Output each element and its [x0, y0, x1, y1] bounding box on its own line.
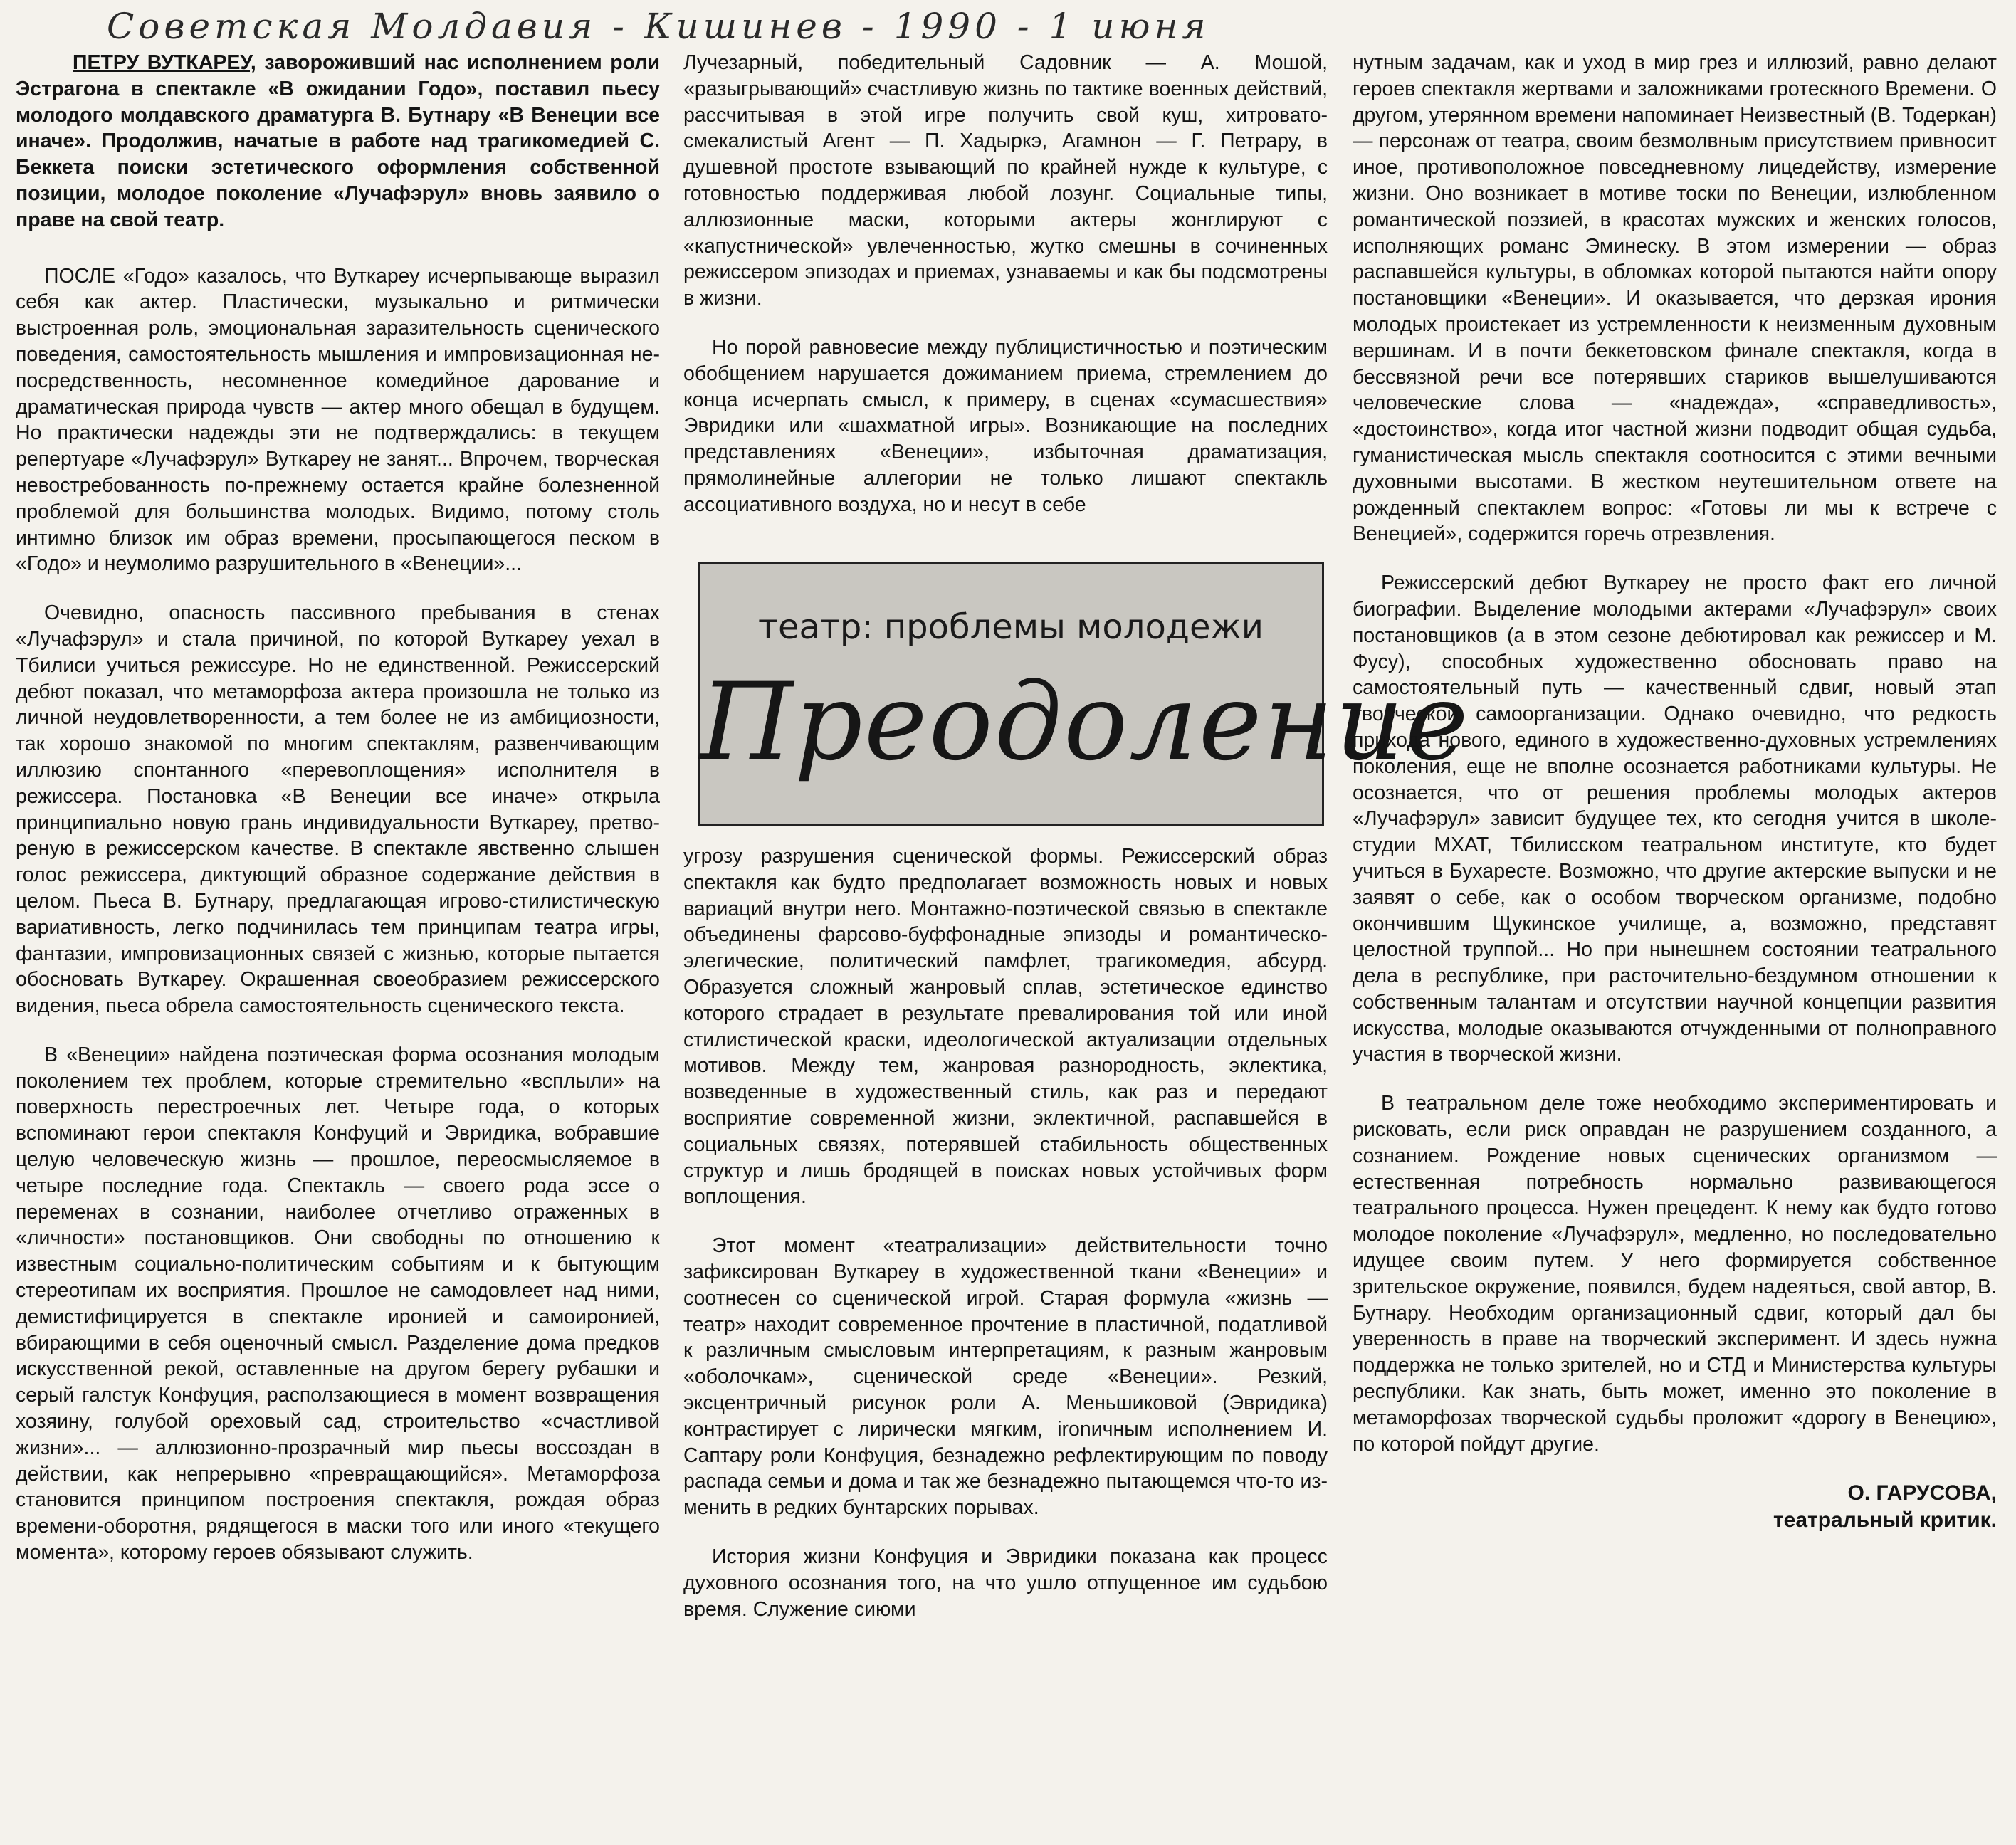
- lead-name: ПЕТРУ ВУТКАРЕУ,: [73, 51, 256, 74]
- article-paragraph: Этот момент «театрализации» действительности точно зафиксирован Вуткареу в художественной ткани «Венеции» и соотнесен со сценической игрой. Старая формула «жизнь — театр» находит современное прочтение в пластичной, податливой к различным смысловым интерпретациям, к разным жанровым «оболочкам», сценической среде «Венеции». Резкий, эксцентричный рисунок роли А. Меньшиковой (Эвридика) контрастирует с лирически мягким, ironичным исполнением И. Сaптару роли Конфуция, безнадежно рефлектирующим по поводу распада семьи и дома и так же безнадежно пытающемся что-то изменить в редких бунтарских порывах.: [683, 1234, 1328, 1520]
- column-1: [16, 50, 660, 1831]
- article-paragraph: угрозу разрушения сценической формы. Режиссерский образ спектакля как будто предполагает возможность новых и новых вариаций внутри него. Монтажно-поэтической связью в спектакле объединены фарсово-буффонадные эпизоды и романтическо-элегические, политический памфлет, трагикомедия, абсурд. Образуется сложный жанровый сплав, эстетическое единство которого страдает в результате превалирования той или иной стилистической краски, идеологической актуализации отдельных мотивов. Между тем, жанровая разнородность, эклектика, возведенные в художественный стиль, как раз и передают восприятие современной жизни, эклектичной, распавшейся в социальных связях, потерявшей стабильность общественных структур и лишь бродящей в поисках новых устойчивых форм воплощения.: [683, 845, 1328, 1209]
- author-name: О. ГАРУСОВА,: [1847, 1481, 1997, 1505]
- headline-box: [698, 562, 1470, 826]
- article-paragraph: Лучезарный, победительный Садовник — А. Мошой, «разыгрывающий» счастливую жизнь по тактике военных действий, рассчитывая в этой игре получить свой куш, хитровато-смекалистый Агент — П. Хадыркэ, Агамнон — Г. Петрару, в душевной простоте взывающий по крайней нужде к культуре, с готовностью поддерживая любой лозунг. Социальные типы, аллюзионные маски, которыми актеры жонглируют с «капустнической» увлеченностью, жутко смешны в сочиненных режиссером эпизодах и приемах, узнаваемы и как бы подсмотрены в жизни.: [683, 51, 1328, 310]
- article-paragraph: Очевидно, опасность пассивного пребывания в стенах «Лучафэрул» и стала причиной, по которой Вуткареу уехал в Тбилиси учиться режиссуре. Но не единственной. Режиссерский дебют показал, что метаморфоза актера произошла не только из личной неудовлетворенности, а тем более не из амбициозности, так хорошо знакомой по многим спектаклям, развенчивающим иллюзию спонтанного «перевоплощения» исполнителя в режиссера. Постановка «В Венеции все иначе» открыла принципиально новую грань индивидуальности Вуткареу, претвореную в режиссерском качестве. В спектакле явственно слышен голос режиссера, диктующий образное содержание действия в целом. Пьеса В. Бутнару, предлагающая игрово-стилистическую вариативность, легко подчинилась тем принципам театра игры, фантазии, импровизационных связей с жизнью, которые пытается обосновать Вуткареу. Окрашенная своеобразием режиссерского видения, пьеса обрела самостоятельность сценического текста.: [16, 601, 660, 1018]
- article-paragraph: Режиссерский дебют Вуткареу не просто факт его личной биографии. Выделение молодыми актерами «Лучафэрул» своих постановщиков (а в этом сезоне дебютировал как режиссер и М. Фусу), способных художественно обосновать право на самостоятельный путь — качественный сдвиг, новый этап творческой самоорганизации. Однако очевидно, что редкость прихода нового, единого в художественно-духовных устремлениях поколения, еще не вполне осознается работниками культуры. Не осознается, что от решения проблемы молодых актеров «Лучафэрул» зависит будущее тех, кто сегодня учится в школе-студии МХАТ, Тбилисском театральном институте, кто будет учиться в Бухаресте. Возможно, что другие актерские выпуски и не заявят о себе, как о особом творческом организме, подобно окончившим Щукинское училище, а, возможно, представят целостной труппой... Но при нынешнем состоянии театрального дела в республике, при расточительно-бездумном отношении к собственным талантам и отсутствии научной концепции развития искусства, молодые оказываются отчужденными от полноправного участия в творческой жизни.: [1353, 572, 1997, 1066]
- article-paragraph: ПОСЛЕ «Годо» казалось, что Вуткареу исчерпывающе выразил себя как актер. Пластически, музыкально и ритмически выстроенная роль, эмоциональная заразительность сценического поведения, самостоятельность мышления и импровизационная непосредственность, несомненное комедийное дарование и драматическая природа чувств — актер много обещал в будущем. Но практически надежды эти не подтверждались: в текущем репертуаре «Лучафэрул» Вуткареу не занят... Впрочем, творческая невостребованность по-прежнему остается крайне болезненной проблемой для большинства молодых. Видимо, потому столь интимно близок им образ времени, просыпающегося песком в «Годо» и неумолимо разрушительного в «Венеции»...: [16, 264, 660, 576]
- signature-block: [1353, 1480, 1997, 1534]
- column-3: [1353, 50, 1997, 1831]
- article-paragraph: нутным задачам, как и уход в мир грез и иллюзий, равно делают героев спектакля жертвами и заложниками гротескного Времени. О другом, утерянном времени напоминает Неизвестный (В. Тодеркан) — персонаж от театра, своим безмолвным присутствием привносит иное, противоположное повседневному лицедейству, измерение жизни. Оно возникает в мотиве тоски по Венеции, излюбленном романтической поэзией, в красотах мужских и женских голосов, исполняющих романс Эминеску. В этом измерении — образ распавшейся культуры, в обломках которой пытаются найти опору постановщики «Венеции». И оказывается, что дерзкая ирония молодых проистекает из устремленности к неизменным духовным вершинам. И в почти беккетовском финале спектакля, когда в бессвязной речи все потерявших стариков вышелушиваются человеческие слова — «надежда», «справедливость», «достоинство», когда итог частной жизни подводит общая судьба, гуманистическая мысль спектакля соотносится с этими вечными духовными высотами. В жестком неутешительном ответе на рожденный спектаклем вопрос: «Готовы ли мы к встрече с Венецией», содержится горечь отрезвления.: [1353, 51, 1997, 546]
- article-paragraph: В «Венеции» найдена поэтическая форма осознания молодым поколением тех проблем, которые стремительно «всплыли» на поверхность перестроечных лет. Четыре года, о которых вспоминают герои спектакля Конфуций и Эвридика, вобравшие целую человеческую жизнь — прошлое, переосмысляемое в четыре последние года. Спектакль — своего рода эссе о переменах в сознании, наиболее отчетливо отраженных в «личности» постановщиков. Они свободны по отношению к известным социально-политическим событиям и к бытующим стереотипам их восприятия. Прошлое не самодовлеет над ними, демистифицируется в спектакле иронией и самоиронией, вбирающими в себя оценочный смысл. Разделение дома предков искусственной рекой, оставленные на другом берегу рубашки и серый галстук Конфуция, расползающиеся в момент возвращения хозяину, голубой ореховый сад, строительство «счастливой жизни»... — аллюзионно-прозрачный мир пьесы воссоздан в действии, как непрерывно «превращающийся». Метаморфоза становится принципом построения спектакля, рождая образ времени-оборотня, рядящегося в маски того или иного «текущего момента», которому героев обязывают служить.: [16, 1043, 660, 1565]
- article-paragraph: История жизни Конфуция и Эвридики показана как процесс духовного осознания того, на что ушло отпущенное им судьбою время. Служение сиюми: [683, 1545, 1328, 1621]
- handwritten-source-note: Советская Молдавия - Кишинев - 1990 - 1 июня: [107, 6, 1210, 47]
- article-paragraph: Но порой равновесие между публицистичностью и поэтическим обобщением нарушается дожиманием приема, стремлением до конца исчерпать смысл, к примеру, в сценах «сумасшествия» Эвридики или «шахматной игры». Возникающие на последних представлениях «Венеции», избыточная драматизация, прямолинейные аллегории не только лишают спектакль ассоциативного воздуха, но и несут в себе: [683, 335, 1328, 516]
- article-paragraph: В театральном деле тоже необходимо экспериментировать и рисковать, если риск оправдан не разрушением созданного, а сознанием. Рождение новых сценических организмом — естественная потребность нормально развивающегося театрального процесса. Нужен прецедент. К нему как будто готово молодое поколение «Лучафэрул», медленно, но последовательно идущее своим путем. У него формируется собственное зрительское окружение, появился, будем надеяться, свой автор, В. Бутнару. Необходим организационный сдвиг, который дал бы уверенность в праве на творческий эксперимент. И здесь нужна поддержка не только зрителей, но и СТД и Министерства культуры республики. Как знать, быть может, именно это поколение в метаморфозах творческой судьбы проложит «дорогу в Венецию», по которой пойдут другие.: [1353, 1092, 1997, 1456]
- rubric-title: театр: проблемы молодежи: [758, 607, 1264, 647]
- lead-paragraph: [16, 50, 660, 233]
- column-2-top: [683, 50, 1328, 548]
- column-2-bottom: [683, 843, 1328, 1833]
- author-title: театральный критик.: [1773, 1508, 1997, 1533]
- lead-text: завороживший нас исполнением роли Эстрагона в спектакле «В ожидании Годо», поставил пьесу молодого молдавского драматурга В. Бутнару «В Венеции все иначе». Продолжив, начатые в работе над трагикомедией С. Беккета поиски эстетического оформления собственной позиции, молодое поколение «Лучафэрул» вновь заявило о праве на свой театр.: [16, 51, 660, 231]
- article-headline: Преодоление: [700, 661, 1470, 784]
